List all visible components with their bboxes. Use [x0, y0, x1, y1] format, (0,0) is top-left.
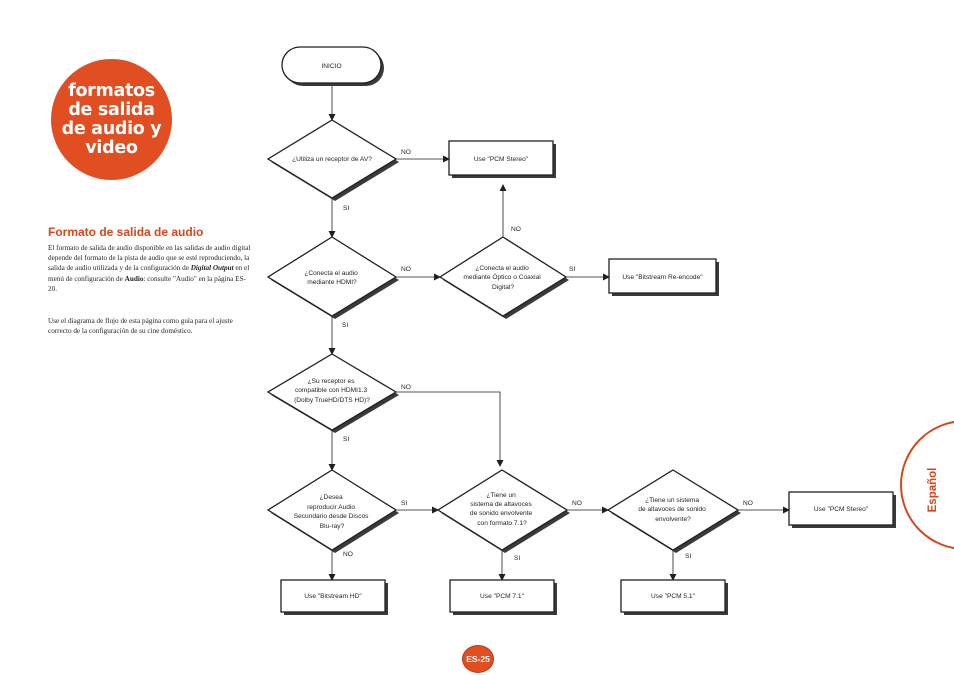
svg-text:Use "Bitstream HD": Use "Bitstream HD": [304, 593, 362, 600]
start-node: [282, 47, 384, 86]
decision-71-text: ¿Tiene un sistema de altavoces de sonido envolvente con formato 7.1?: [469, 492, 533, 527]
intro-text-mid: en el menú de configuración de: [48, 264, 250, 283]
section-heading: Formato de salida de audio: [48, 225, 204, 239]
label-no: NO: [401, 266, 411, 273]
label-no: NO: [343, 551, 353, 558]
label-no: NO: [572, 500, 582, 507]
start-label: INICIO: [321, 63, 342, 70]
decision-secondary-audio-text: ¿Desea reproducir Audio Secundario desde Discos Blu-ray?: [293, 494, 369, 530]
audio-term: Audio: [124, 274, 144, 283]
svg-text:Use "PCM 5.1": Use "PCM 5.1": [651, 593, 695, 600]
page-title: formatos de salida de audio y video: [61, 80, 162, 158]
output-pcm-stereo-right: [789, 492, 896, 528]
label-si: SI: [343, 436, 350, 443]
decision-71: [438, 470, 570, 553]
decision-optical: [440, 237, 569, 319]
decision-av-receiver: [268, 120, 399, 201]
label-si: SI: [685, 553, 692, 560]
decision-surround-text: ¿Tiene un sistema de altavoces de sonido envolvente?: [638, 497, 706, 523]
decision-hdmi-text: ¿Conecta el audio mediante HDMI?: [304, 270, 358, 286]
label-si: SI: [343, 205, 350, 212]
svg-text:Use "PCM 7.1": Use "PCM 7.1": [480, 593, 524, 600]
output-pcm71: [450, 580, 557, 615]
decision-secondary-audio: [268, 470, 399, 553]
digital-output-term: Digital Output: [190, 264, 234, 273]
output-pcm51: [621, 580, 728, 615]
guide-paragraph: Use el diagrama de flujo de esta página como guía para el ajuste correcto de la configuración de su cine doméstico.: [48, 317, 233, 336]
decision-hdmi13: [268, 354, 399, 433]
svg-text:Use "PCM Stereo": Use "PCM Stereo": [473, 156, 529, 163]
intro-text-end: : consulte "Audio" en la página ES-20.: [48, 274, 246, 293]
decision-hdmi13-text: ¿Su receptor es compatible con HDMI1.3 (Dolby TrueHD/DTS HD)?: [294, 378, 370, 404]
label-no: NO: [401, 384, 411, 391]
decision-hdmi: [268, 237, 399, 319]
output-bitstream-reencode: [609, 259, 719, 296]
svg-text:Use "PCM Stereo": Use "PCM Stereo": [813, 506, 869, 513]
svg-text:Use "Bitstream Re-encode": Use "Bitstream Re-encode": [622, 274, 703, 281]
page-number-badge: [462, 645, 494, 673]
label-si: SI: [514, 555, 521, 562]
output-pcm-stereo-top: [449, 141, 556, 178]
intro-text: El formato de salida de audio disponible en las salidas de audio digital depende del formato de la pista de audio que se esté reproduciendo, la salida de audio utilizada y de la configuración de: [48, 244, 251, 273]
output-bitstream-hd: [281, 580, 388, 615]
label-si: SI: [569, 266, 576, 273]
page-number: ES-25: [466, 654, 490, 664]
label-no: NO: [743, 500, 753, 507]
label-si: SI: [401, 500, 408, 507]
decision-surround: [608, 470, 741, 553]
label-no: NO: [511, 226, 521, 233]
label-si: SI: [342, 322, 349, 329]
decision-optical-text: ¿Conecta el audio mediante Óptico o Coaxial Digital?: [463, 265, 541, 291]
decision-av-receiver-text: ¿Utiliza un receptor de AV?: [292, 156, 372, 163]
label-no: NO: [401, 149, 411, 156]
language-tab-label: Español: [927, 467, 939, 513]
